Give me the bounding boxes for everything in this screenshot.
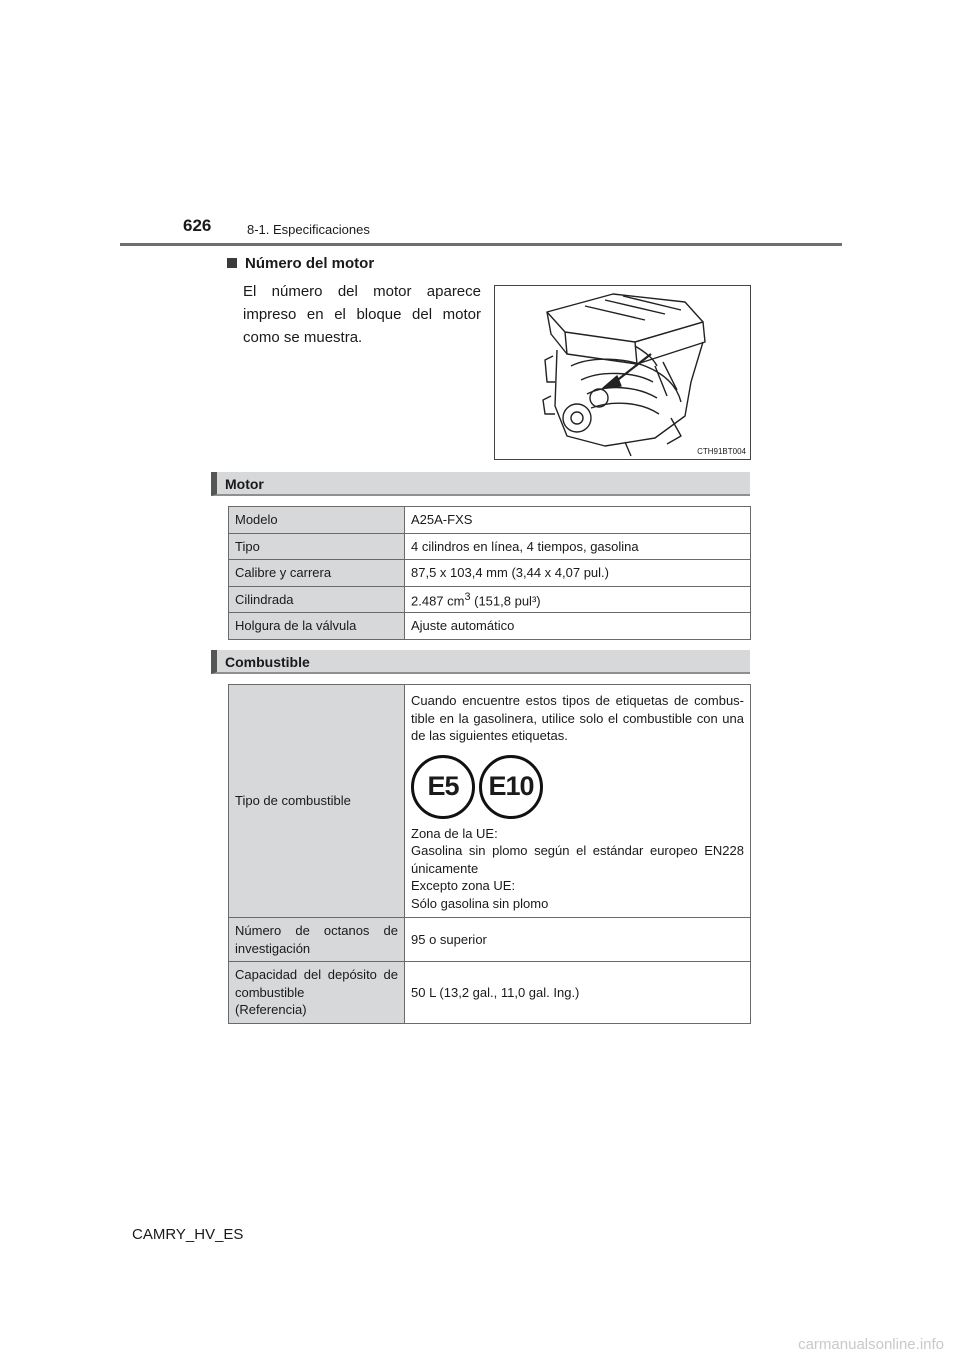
fuel-labels — [411, 755, 744, 819]
row-label: Holgura de la válvula — [229, 613, 405, 640]
motor-section-heading — [211, 472, 750, 496]
engine-number-heading — [227, 255, 374, 272]
row-value: Ajuste automático — [405, 613, 751, 640]
square-bullet-icon — [227, 258, 237, 268]
non-eu-text: Sólo gasolina sin plomo — [411, 895, 549, 911]
page-number: 626 — [183, 216, 212, 235]
table-row — [229, 613, 751, 640]
fuel-section-heading — [211, 650, 750, 674]
row-label: Tipo — [229, 533, 405, 560]
engine-figure — [494, 285, 751, 460]
displacement-imperial: (151,8 pul³) — [470, 592, 541, 608]
figure-code: CTH91BT004 — [697, 447, 746, 456]
row-value: 95 o superior — [405, 918, 751, 962]
tank-label: Capacidad del depósito de combustible — [235, 967, 398, 1000]
fuel-type-intro: Cuando encuentre estos tipos de etiquetas de combus-tible en la gasolinera, utilice solo el combustible con una de las siguientes etiquetas. — [411, 693, 744, 743]
engine-number-text: El número del motor aparece impreso en el bloque del motor como se muestra. — [243, 283, 481, 346]
motor-spec-table — [228, 506, 751, 640]
row-label — [229, 962, 405, 1024]
fuel-label-e10: E10 — [479, 755, 543, 819]
row-value: 4 cilindros en línea, 4 tiempos, gasolina — [405, 533, 751, 560]
row-value: A25A-FXS — [405, 507, 751, 534]
engine-number-title: Número del motor — [245, 255, 375, 272]
table-row — [229, 962, 751, 1024]
row-label: Modelo — [229, 507, 405, 534]
displacement-unit-exponent: 3 — [464, 590, 471, 603]
fuel-title: Combustible — [225, 654, 310, 670]
table-row — [229, 586, 751, 613]
non-eu-title: Excepto zona UE: — [411, 878, 516, 893]
motor-title: Motor — [225, 476, 264, 492]
eu-zone-text: Gasolina sin plomo según el estándar europeo EN228 únicamente — [411, 843, 744, 876]
row-label: Cilindrada — [229, 586, 405, 613]
watermark: carmanualsonline.info — [798, 1336, 944, 1353]
tank-label-reference: (Referencia) — [235, 1002, 307, 1018]
engine-illustration-icon — [495, 286, 750, 459]
row-label: Calibre y carrera — [229, 560, 405, 587]
row-value: 87,5 x 103,4 mm (3,44 x 4,07 pul.) — [405, 560, 751, 587]
header-rule — [120, 243, 842, 246]
row-label: Número de octanos de investigación — [229, 918, 405, 962]
row-value: 50 L (13,2 gal., 11,0 gal. Ing.) — [405, 962, 751, 1024]
table-row — [229, 507, 751, 534]
table-row — [229, 685, 751, 918]
row-value — [405, 586, 751, 613]
displacement-value: 2.487 cm — [411, 592, 465, 608]
table-row — [229, 533, 751, 560]
footer-model: CAMRY_HV_ES — [132, 1226, 244, 1243]
row-value — [405, 685, 751, 918]
fuel-label-e5: E5 — [411, 755, 475, 819]
eu-zone-title: Zona de la UE: — [411, 825, 498, 841]
table-row — [229, 918, 751, 962]
table-row — [229, 560, 751, 587]
row-label: Tipo de combustible — [229, 685, 405, 918]
fuel-spec-table — [228, 684, 751, 1024]
section-title: 8-1. Especificaciones — [247, 222, 370, 237]
